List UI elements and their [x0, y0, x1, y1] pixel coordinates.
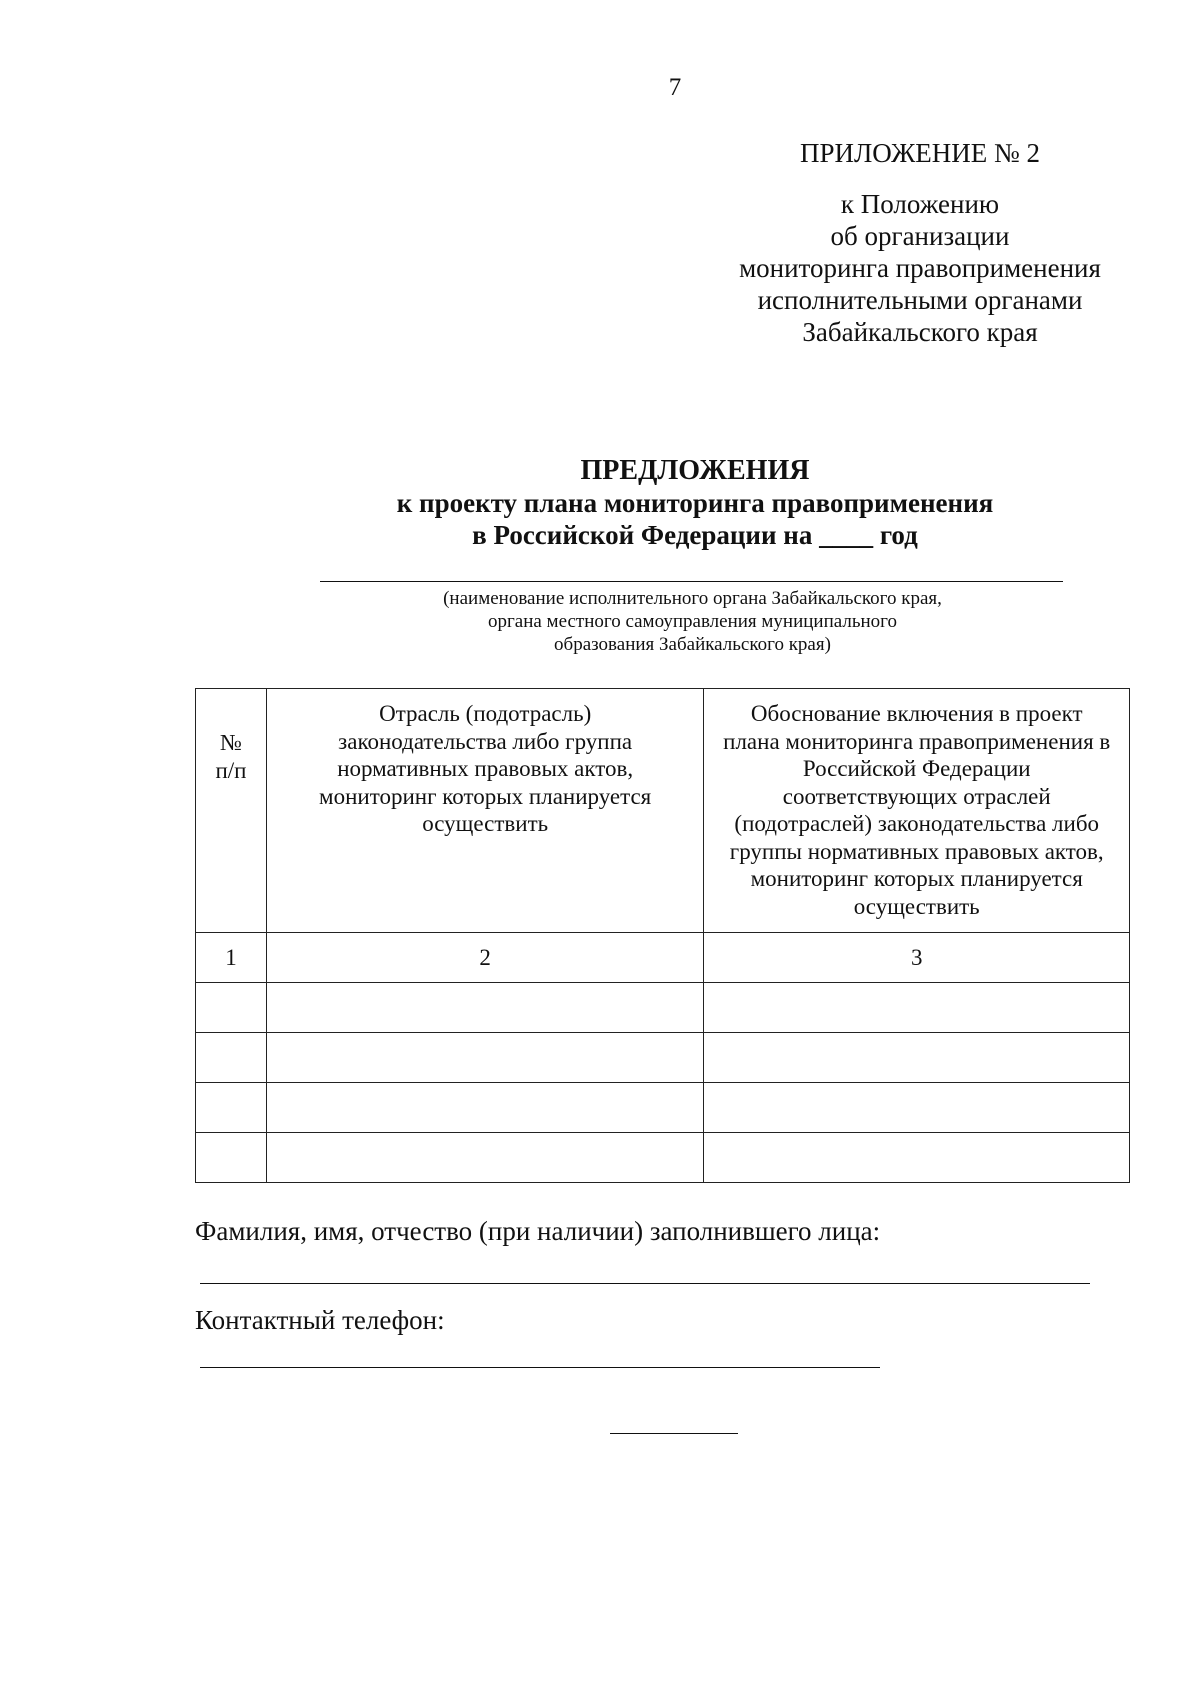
table-row — [196, 1133, 1130, 1183]
annex-reference — [700, 188, 1140, 348]
header-branch-line: мониторинг которых планируется — [319, 783, 652, 809]
table-cell[interactable] — [704, 1083, 1130, 1133]
column-number-cell: 2 — [266, 933, 704, 983]
table-cell[interactable] — [266, 1083, 704, 1133]
table-row — [196, 983, 1130, 1033]
header-number-line: п/п — [215, 757, 247, 783]
header-branch-line: законодательства либо группа — [338, 728, 633, 754]
annex-ref-line: исполнительными органами — [757, 285, 1083, 315]
page-number: 7 — [668, 74, 682, 101]
table-cell[interactable] — [704, 983, 1130, 1033]
table-cell[interactable] — [704, 1133, 1130, 1183]
table-header-row — [196, 689, 1130, 933]
organization-caption — [300, 587, 1085, 656]
document-heading — [200, 455, 1190, 551]
table-cell[interactable] — [196, 1083, 267, 1133]
annex-ref-line: мониторинга правоприменения — [739, 253, 1101, 283]
header-justification-line: группы нормативных правовых актов, — [729, 838, 1104, 864]
header-justification-line: мониторинг которых планируется — [750, 866, 1083, 891]
table-cell[interactable] — [704, 1033, 1130, 1083]
column-numbering-row — [196, 933, 1130, 983]
table-cell[interactable] — [196, 1133, 267, 1183]
column-number-cell: 1 — [196, 933, 267, 983]
proposals-table — [195, 688, 1130, 1183]
header-justification-line: плана мониторинга правоприменения в — [723, 728, 1111, 754]
header-branch-line: нормативных правовых актов, — [337, 756, 634, 781]
end-of-document-line — [610, 1433, 738, 1434]
contact-phone-line[interactable] — [200, 1367, 880, 1368]
annex-ref-line: к Положению — [840, 189, 1000, 219]
header-number — [196, 689, 267, 933]
header-branch — [266, 689, 704, 933]
table-row — [196, 1083, 1130, 1133]
organization-name-line — [320, 581, 1063, 582]
annex-title: ПРИЛОЖЕНИЕ № 2 — [799, 138, 1041, 168]
header-justification-line: (подотраслей) законодательства либо — [734, 811, 1100, 836]
header-branch-line: осуществить — [422, 811, 549, 836]
header-justification-line: соответствующих отраслей — [782, 783, 1051, 809]
table-cell[interactable] — [196, 983, 267, 1033]
table-cell[interactable] — [266, 983, 704, 1033]
table-row — [196, 1033, 1130, 1083]
filler-name-label: Фамилия, имя, отчество (при наличии) заполнившего лица: — [195, 1216, 881, 1246]
header-justification — [704, 689, 1130, 933]
header-justification-line: Российской Федерации — [802, 756, 1031, 781]
contact-phone-label: Контактный телефон: — [195, 1305, 445, 1335]
document-subtitle: к проекту плана мониторинга правоприменения — [396, 488, 994, 518]
header-number-line: № — [219, 730, 242, 755]
table-cell[interactable] — [266, 1133, 704, 1183]
table-cell[interactable] — [196, 1033, 267, 1083]
document-subtitle-year: в Российской Федерации на ____ год — [472, 520, 918, 550]
organization-caption-line: (наименование исполнительного органа Забайкальского края, — [443, 588, 942, 609]
filler-name-line[interactable] — [200, 1283, 1090, 1284]
annex-ref-line: Забайкальского края — [802, 317, 1038, 347]
annex-ref-line: об организации — [830, 221, 1010, 251]
table-cell[interactable] — [266, 1033, 704, 1083]
header-justification-line: осуществить — [853, 893, 980, 919]
document-title: ПРЕДЛОЖЕНИЯ — [580, 455, 810, 486]
column-number-cell: 3 — [704, 933, 1130, 983]
header-branch-line: Отрасль (подотрасль) — [379, 701, 592, 726]
organization-caption-line: образования Забайкальского края) — [554, 634, 831, 655]
organization-caption-line: органа местного самоуправления муниципального — [487, 611, 898, 632]
header-justification-line: Обоснование включения в проект — [750, 701, 1083, 726]
